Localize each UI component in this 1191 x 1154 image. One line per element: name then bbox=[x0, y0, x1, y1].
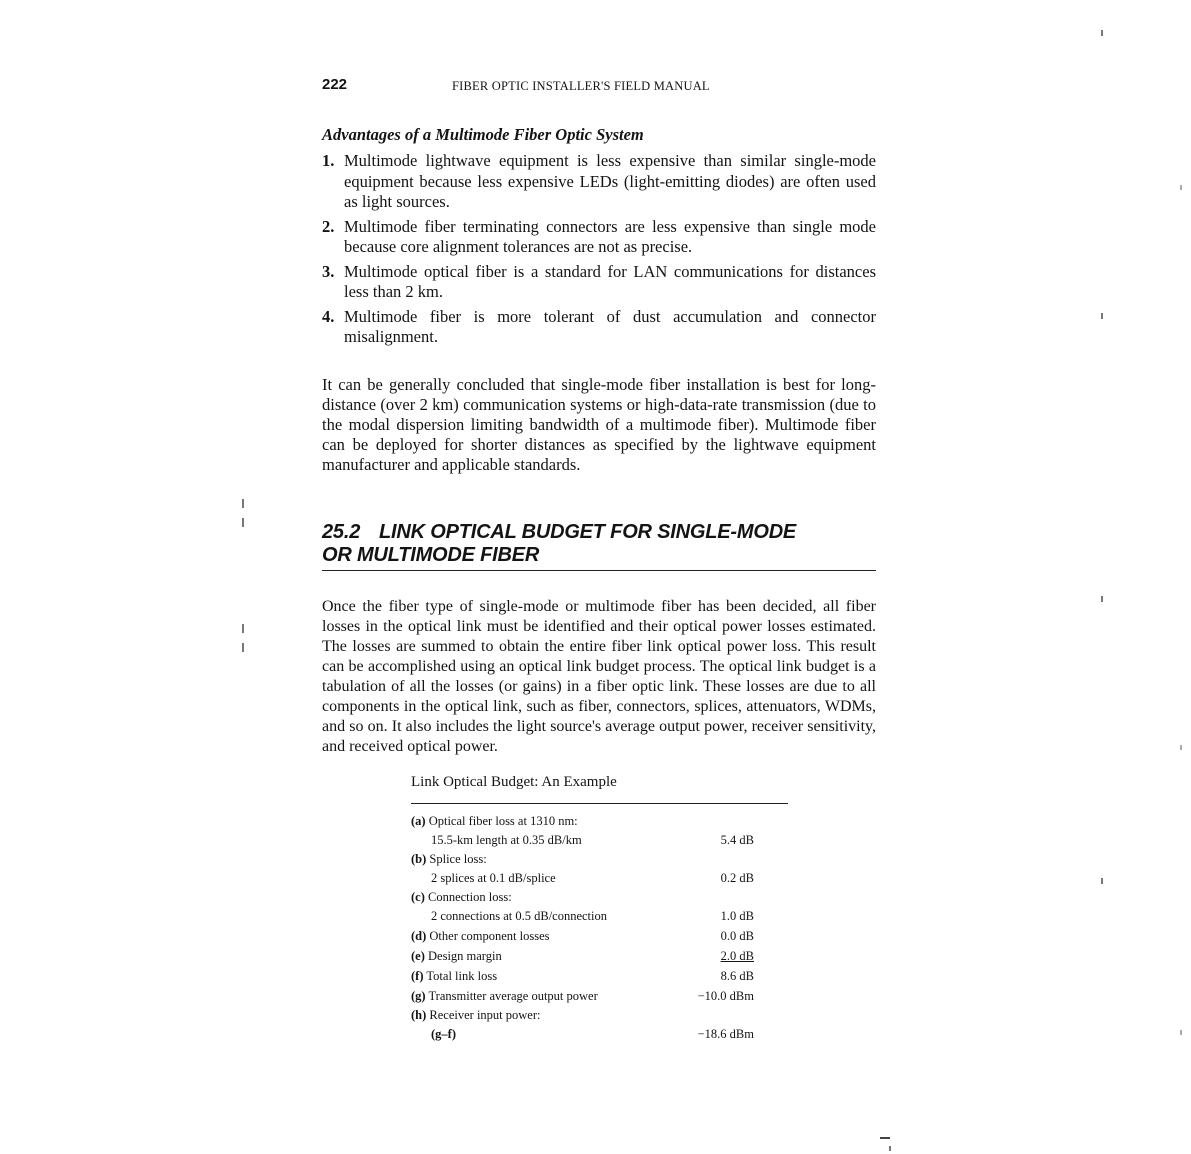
row-label bbox=[411, 946, 502, 966]
table-row bbox=[411, 812, 788, 830]
row-label bbox=[411, 986, 598, 1006]
table-row bbox=[411, 1024, 788, 1044]
table-row bbox=[411, 830, 788, 850]
conclusion-paragraph: It can be generally concluded that single-mode fiber installation is best for long-distance (over 2 km) communication systems or high-data-rate transmission (due to the modal dispersion limiting bandwidth of a multimode fiber). Multimode fiber can be deployed for shorter distances as specified by the lightwave equipment manufacturer and applicable standards. bbox=[322, 375, 876, 474]
scan-speck bbox=[1180, 745, 1182, 750]
table-row bbox=[411, 986, 788, 1006]
list-item bbox=[322, 151, 876, 213]
table-row bbox=[411, 1006, 788, 1024]
scan-speck bbox=[242, 624, 244, 633]
scan-speck bbox=[242, 643, 244, 652]
row-label bbox=[411, 888, 512, 906]
row-label-text: Receiver input power: bbox=[429, 1008, 541, 1022]
row-letter: (f) bbox=[411, 969, 424, 983]
row-letter: (a) bbox=[411, 814, 426, 828]
scan-speck bbox=[1101, 313, 1103, 319]
row-detail: 2 connections at 0.5 dB/connection bbox=[431, 909, 608, 923]
row-label bbox=[411, 1006, 540, 1024]
section-heading bbox=[322, 521, 876, 571]
table-row bbox=[411, 966, 788, 986]
scan-speck bbox=[242, 518, 244, 527]
row-value: −10.0 dBm bbox=[697, 989, 754, 1003]
list-item-text: Multimode lightwave equipment is less expensive than similar single-mode equipment because less expensive LEDs (light-emitting diodes) are often used as light sources. bbox=[344, 151, 876, 211]
scan-speck bbox=[242, 499, 244, 508]
row-label-text: Design margin bbox=[428, 949, 502, 963]
page-number: 222 bbox=[322, 76, 348, 93]
list-item-text: Multimode fiber is more tolerant of dust accumulation and connector misalignment. bbox=[344, 306, 876, 346]
row-label-text: Connection loss: bbox=[428, 890, 512, 904]
list-item-text: Multimode optical fiber is a standard for LAN communications for distances less than 2 km. bbox=[344, 261, 876, 301]
row-value: 1.0 dB bbox=[720, 909, 754, 923]
list-item bbox=[322, 307, 876, 348]
row-label bbox=[411, 966, 497, 986]
table-row bbox=[411, 888, 788, 906]
list-item-text: Multimode fiber terminating connectors are less expensive than single mode because core alignment tolerances are not as precise. bbox=[344, 216, 876, 256]
row-letter: (g) bbox=[411, 989, 426, 1003]
row-detail: 2 splices at 0.1 dB/splice bbox=[431, 871, 556, 885]
row-letter: (c) bbox=[411, 890, 425, 904]
budget-table bbox=[411, 803, 788, 1044]
scan-speck bbox=[880, 1137, 890, 1139]
row-letter: (e) bbox=[411, 949, 425, 963]
scan-speck bbox=[889, 1146, 891, 1151]
row-value: 0.0 dB bbox=[720, 929, 754, 943]
list-item bbox=[322, 262, 876, 303]
list-item bbox=[322, 217, 876, 258]
scan-speck bbox=[1180, 185, 1182, 190]
row-letter: (d) bbox=[411, 929, 427, 943]
list-item-number: 2. bbox=[322, 216, 335, 236]
list-item-number: 3. bbox=[322, 261, 335, 281]
row-label bbox=[411, 812, 578, 830]
table-row bbox=[411, 946, 788, 966]
table-row bbox=[411, 850, 788, 868]
scan-speck bbox=[1101, 878, 1103, 884]
list-item-number: 1. bbox=[322, 151, 335, 170]
advantages-list bbox=[322, 151, 876, 352]
section-number: 25.2 bbox=[322, 521, 361, 543]
scan-speck bbox=[1101, 30, 1103, 36]
table-caption: Link Optical Budget: An Example bbox=[411, 774, 617, 790]
table-row bbox=[411, 926, 788, 946]
row-value: 8.6 dB bbox=[720, 969, 754, 983]
row-value: 0.2 dB bbox=[720, 871, 754, 885]
running-head: FIBER OPTIC INSTALLER'S FIELD MANUAL bbox=[452, 79, 710, 93]
row-label-text: Transmitter average output power bbox=[428, 989, 598, 1003]
section-title-line1: LINK OPTICAL BUDGET FOR SINGLE-MODE bbox=[379, 521, 797, 543]
row-value: −18.6 dBm bbox=[697, 1027, 754, 1041]
row-letter: (h) bbox=[411, 1008, 427, 1022]
scan-speck bbox=[1101, 596, 1103, 602]
row-label-text: Optical fiber loss at 1310 nm: bbox=[428, 814, 578, 828]
row-label-text: Splice loss: bbox=[429, 852, 487, 866]
page-header bbox=[322, 76, 882, 98]
table-row bbox=[411, 906, 788, 926]
table-row bbox=[411, 868, 788, 888]
section-paragraph: Once the fiber type of single-mode or multimode fiber has been decided, all fiber losses in the optical link must be identified and their optical power losses estimated. The losses are summed to obtain the entire fiber link optical power loss. This result can be accomplished using an optical link budget process. The optical link budget is a tabulation of all the losses (or gains) in a fiber optic link. These losses are due to all components in the optical link, such as fiber, connectors, splices, attenuators, WDMs, and so on. It also includes the light source's average output power, receiver sensitivity, and received optical power. bbox=[322, 598, 876, 755]
row-value: 5.4 dB bbox=[720, 833, 754, 847]
row-label-text: Total link loss bbox=[426, 969, 498, 983]
row-letter: (b) bbox=[411, 852, 427, 866]
scan-speck bbox=[1180, 1030, 1182, 1035]
row-label-text: Other component losses bbox=[429, 929, 550, 943]
row-formula: (g–f) bbox=[431, 1027, 456, 1041]
row-label bbox=[411, 926, 550, 946]
row-label bbox=[411, 850, 487, 868]
row-value: 2.0 dB bbox=[720, 949, 754, 963]
list-item-number: 4. bbox=[322, 306, 335, 326]
row-detail: 15.5-km length at 0.35 dB/km bbox=[431, 833, 582, 847]
section-title-line2: OR MULTIMODE FIBER bbox=[322, 544, 540, 566]
advantages-subheading: Advantages of a Multimode Fiber Optic System bbox=[322, 125, 644, 144]
